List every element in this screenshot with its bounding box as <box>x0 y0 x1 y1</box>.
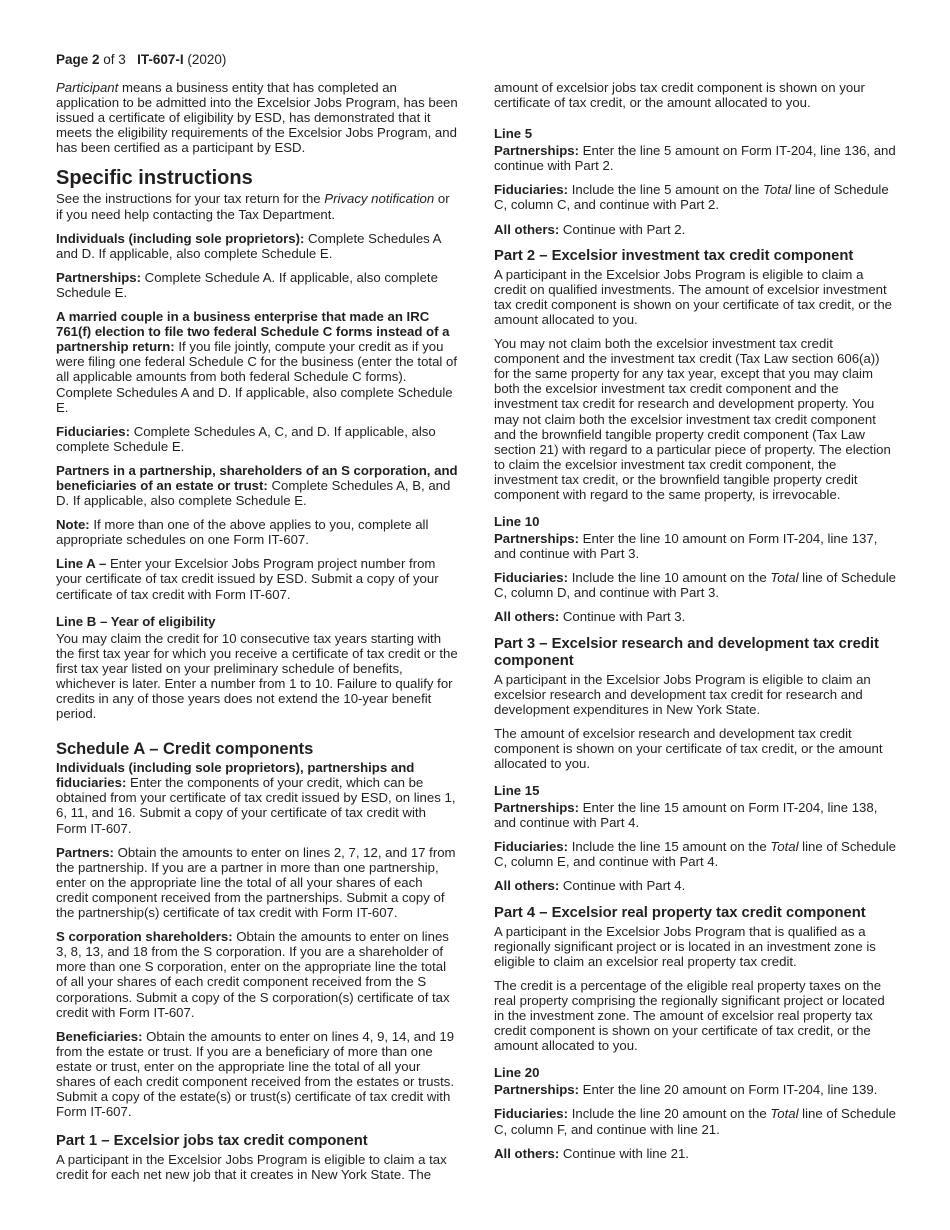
partners-paragraph: Partners in a partnership, shareholders of an S corporation, and beneficiaries of an estate or trust: Complete Schedules A, B, and D. If applicable, also complete Schedule E. <box>56 462 458 509</box>
part-3-paragraph-1: A participant in the Excelsior Jobs Program is eligible to claim an excelsior research and development tax credit for research and development expenditures in New York State. <box>494 671 871 717</box>
line-10-heading: Line 10 <box>494 514 540 530</box>
part-2-heading: Part 2 – Excelsior investment tax credit component <box>494 247 854 264</box>
line-b-paragraph: You may claim the credit for 10 consecutive tax years starting with the first tax year for which you receive a certificate of tax credit or the first tax year listed on your preliminary schedule of benefits, whichever is later. Enter a number from 1 to 10. Failure to qualify for credits in any of those years does not extend the 10-year benefit period. <box>56 630 458 722</box>
part-3-heading: Part 3 – Excelsior research and development tax credit component <box>494 635 879 669</box>
left-column <box>56 80 458 1191</box>
right-column <box>494 80 896 1170</box>
line-15-partnerships: Partnerships: Enter the line 15 amount on Form IT-204, line 138, and continue with Part 4. <box>494 800 878 831</box>
line-5-all-others: All others: Continue with Part 2. <box>494 221 686 237</box>
see-instructions-paragraph: See the instructions for your tax return for the Privacy notification or if you need help contacting the Tax Department. <box>56 191 450 222</box>
page-count: of 3 <box>99 52 126 67</box>
line-10-fiduciaries: Fiduciaries: Include the line 10 amount on the Total line of Schedule C, column D, and continue with Part 3. <box>494 570 897 601</box>
schedule-a-individuals-paragraph: Individuals (including sole proprietors), partnerships and fiduciaries: Enter the components of your credit, which can be obtained from your certificate of tax credit issued by ESD, on lines 1, 6, 11, and 16. Submit a copy of your certificate of tax credit with Form IT-607. <box>56 760 456 836</box>
part-2-paragraph-1: A participant in the Excelsior Jobs Program is eligible to claim a credit on qualified investments. The amount of excelsior investment tax credit component is shown on your certificate of tax credit, or the amount allocated to you. <box>494 266 893 327</box>
part-4-paragraph-1: A participant in the Excelsior Jobs Program that is qualified as a regionally significant project or is located in an investment zone is eligible to claim an excelsior real property tax credit. <box>494 923 876 969</box>
fiduciaries-paragraph: Fiduciaries: Complete Schedules A, C, and D. If applicable, also complete Schedule E. <box>56 423 436 454</box>
schedule-a-s-corporation-paragraph: S corporation shareholders: Obtain the amounts to enter on lines 3, 8, 13, and 18 from the S corporation. If you are a shareholder of more than one S corporation, enter on the appropriate line the total of all your shares of each credit component received from the S corporations. Submit a copy of the S corporation(s) certificate of tax credit with Form IT-607. <box>56 929 450 1020</box>
part-1-continued: amount of excelsior jobs tax credit component is shown on your certificate of tax credit, or the amount allocated to you. <box>494 80 865 111</box>
line-20-partnerships: Partnerships: Enter the line 20 amount on Form IT-204, line 139. <box>494 1082 878 1098</box>
line-a-paragraph: Line A – Enter your Excelsior Jobs Program project number from your certificate of tax credit issued by ESD. Submit a copy of your certificate of tax credit with Form IT-607. <box>56 556 439 602</box>
line-15-heading: Line 15 <box>494 783 540 799</box>
line-20-all-others: All others: Continue with line 21. <box>494 1145 689 1161</box>
line-20-fiduciaries: Fiduciaries: Include the line 20 amount on the Total line of Schedule C, column F, and continue with line 21. <box>494 1106 897 1137</box>
specific-instructions-heading: Specific instructions <box>56 167 253 190</box>
part-2-paragraph-2: You may not claim both the excelsior investment tax credit component and the investment tax credit (Tax Law section 606(a)) for the same property for any tax year, except that you may claim both the excelsior investment tax credit component and the investment tax credit for research and development property. You may not claim both the excelsior investment tax credit component and the brownfield tangible property credit component (Tax Law section 21) with regard to a particular piece of property. The election to claim the excelsior investment tax credit component, the investment tax credit, or the brownfield tangible property credit component with regard to the same property, is irrevocable. <box>494 336 891 502</box>
married-couple-paragraph: A married couple in a business enterprise that made an IRC 761(f) election to file two federal Schedule C forms instead of a partnership return: If you file jointly, compute your credit as if you were filing one federal Schedule C for the business (enter the total of all applicable amounts from both federal Schedule C forms). Complete Schedules A and D. If applicable, also complete Schedule E. <box>56 309 457 415</box>
individuals-paragraph: Individuals (including sole proprietors): Complete Schedules A and D. If applicable, also complete Schedule E. <box>56 230 441 261</box>
schedule-a-partners-paragraph: Partners: Obtain the amounts to enter on lines 2, 7, 12, and 17 from the partnership. If you are a partner in more than one partnership, enter on the appropriate line the total of all your shares of each credit component received from the partnerships. Submit a copy of the partnership(s) certificate of tax credit with Form IT-607. <box>56 844 456 921</box>
note-paragraph: Note: If more than one of the above applies to you, complete all appropriate schedules on one Form IT-607. <box>56 517 429 548</box>
part-3-paragraph-2: The amount of excelsior research and development tax credit component is shown on your certificate of tax credit, or the amount allocated to you. <box>494 725 883 771</box>
line-20-heading: Line 20 <box>494 1065 540 1081</box>
line-10-partnerships: Partnerships: Enter the line 10 amount on Form IT-204, line 137, and continue with Part 3. <box>494 531 878 562</box>
form-id: IT-607-I <box>137 52 184 67</box>
line-5-partnerships: Partnerships: Enter the line 5 amount on Form IT-204, line 136, and continue with Part 2. <box>494 143 896 174</box>
line-10-all-others: All others: Continue with Part 3. <box>494 609 686 625</box>
part-4-paragraph-2: The credit is a percentage of the eligible real property taxes on the real property comprising the regionally significant project or located in the investment zone. The amount of excelsior real property tax credit component is shown on your certificate of tax credit, or the amount allocated to you. <box>494 977 885 1054</box>
form-year: (2020) <box>183 52 227 67</box>
part-1-heading: Part 1 – Excelsior jobs tax credit component <box>56 1133 368 1150</box>
line-15-all-others: All others: Continue with Part 4. <box>494 878 686 894</box>
participant-definition: Participant means a business entity that has completed an application to be admitted into the Excelsior Jobs Program, has been issued a certificate of eligibility by ESD, has demonstrated that it meets the eligibility requirements of the Excelsior Jobs Program, and has been certified as a participant by ESD. <box>56 80 458 156</box>
line-15-fiduciaries: Fiduciaries: Include the line 15 amount on the Total line of Schedule C, column E, and continue with Part 4. <box>494 839 897 870</box>
line-b-heading: Line B – Year of eligibility <box>56 613 216 629</box>
schedule-a-heading: Schedule A – Credit components <box>56 740 314 759</box>
partnerships-paragraph: Partnerships: Complete Schedule A. If applicable, also complete Schedule E. <box>56 269 438 300</box>
part-1-paragraph: A participant in the Excelsior Jobs Program is eligible to claim a tax credit for each net new job that it creates in New York State. The <box>56 1152 447 1183</box>
page-number: Page 2 <box>56 52 100 67</box>
page-header <box>56 52 226 67</box>
schedule-a-beneficiaries-paragraph: Beneficiaries: Obtain the amounts to enter on lines 4, 9, 14, and 19 from the estate or trust. If you are a beneficiary of more than one estate or trust, enter on the appropriate line the total of all your shares of each credit component received from the estates or trusts. Submit a copy of the estate(s) or trust(s) certificate of tax credit with Form IT-607. <box>56 1028 455 1120</box>
line-5-heading: Line 5 <box>494 126 533 142</box>
line-5-fiduciaries: Fiduciaries: Include the line 5 amount on the Total line of Schedule C, column C, and continue with Part 2. <box>494 182 889 213</box>
part-4-heading: Part 4 – Excelsior real property tax credit component <box>494 904 866 921</box>
